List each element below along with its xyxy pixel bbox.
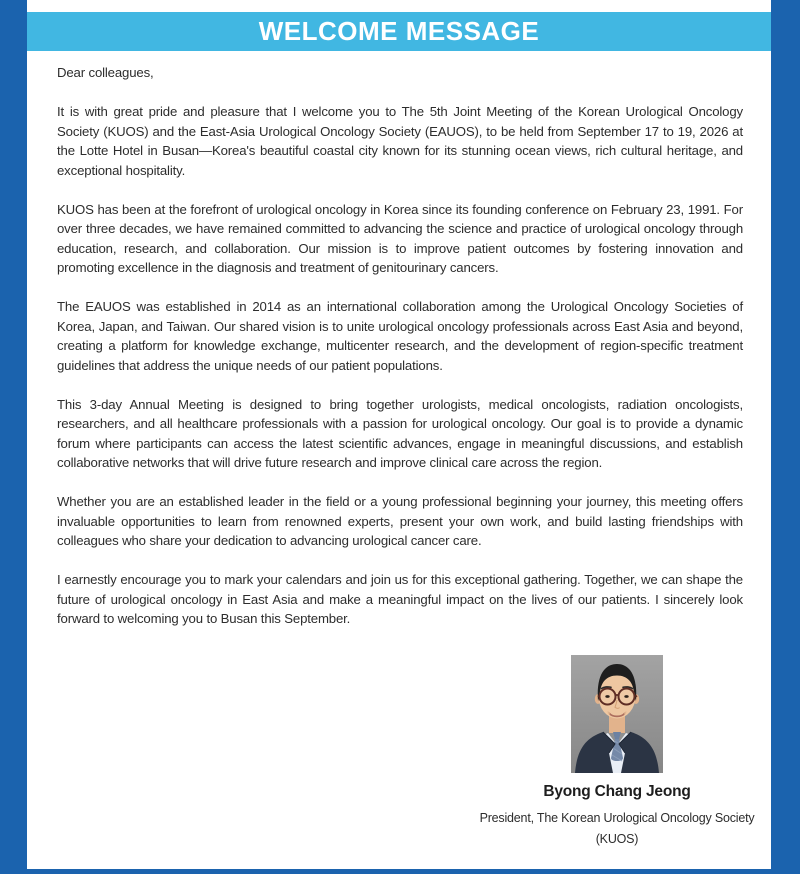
signatory-title: President, The Korean Urological Oncology Society: [479, 811, 755, 825]
welcome-letter: [27, 51, 771, 629]
letter-paragraph: The EAUOS was established in 2014 as an international collaboration among the Urological Oncology Societies of Korea, Japan, and Taiwan. Our shared vision is to unite urological oncology professionals across East Asia and beyond, creating a platform for knowledge exchange, multicenter research, and the development of region-specific treatment guidelines that address the unique needs of our patient populations.: [57, 299, 743, 373]
left-border-bar: [0, 0, 27, 874]
page-title: WELCOME MESSAGE: [258, 16, 540, 46]
letter-paragraph: I earnestly encourage you to mark your calendars and join us for this exceptional gathering. Together, we can shape the future of urological oncology in East Asia and make a meaningful impact on the lives of our patients. I sincerely look forward to welcoming you to Busan this September.: [57, 572, 743, 626]
letter-paragraph: KUOS has been at the forefront of urological oncology in Korea since its founding conference on February 23, 1991. For over three decades, we have remained committed to advancing the science and practice of urological oncology through education, research, and collaboration. Our mission is to improve patient outcomes by fostering innovation and promoting excellence in the diagnosis and treatment of genitourinary cancers.: [57, 201, 743, 275]
letter-paragraph: Whether you are an established leader in the field or a young professional beginning your journey, this meeting offers invaluable opportunities to learn from renowned experts, present your own work, and build lasting friendships with colleagues who share your dedication to advancing urological cancer care.: [57, 494, 743, 548]
president-portrait-photo: [571, 655, 663, 773]
letter-paragraph: This 3-day Annual Meeting is designed to bring together urologists, medical oncologists, radiation oncologists, researchers, and all healthcare professionals with a passion for urological oncology. Our goal is to provide a dynamic forum where participants can access the latest scientific advances, engage in meaningful discussions, and establish collaborative networks that will drive future research and improve clinical care across the region.: [57, 396, 743, 470]
page-content: [27, 0, 771, 869]
portrait-image: [571, 655, 663, 773]
signature-block: [467, 655, 767, 850]
signatory-org: (KUOS): [595, 832, 639, 846]
letter-paragraph: It is with great pride and pleasure that I welcome you to The 5th Joint Meeting of the Korean Urological Oncology Society (KUOS) and the East-Asia Urological Oncology Society (EAUOS), to be held from September 17 to 19, 2026 at the Lotte Hotel in Busan—Korea's beautiful coastal city known for its stunning ocean views, rich cultural heritage, and exceptional hospitality.: [57, 104, 743, 178]
signatory-name: Byong Chang Jeong: [543, 783, 691, 800]
right-border-bar: [771, 0, 800, 874]
bottom-border-bar: [0, 869, 800, 874]
salutation: Dear colleagues,: [57, 65, 154, 80]
page-title-banner: [27, 12, 771, 51]
